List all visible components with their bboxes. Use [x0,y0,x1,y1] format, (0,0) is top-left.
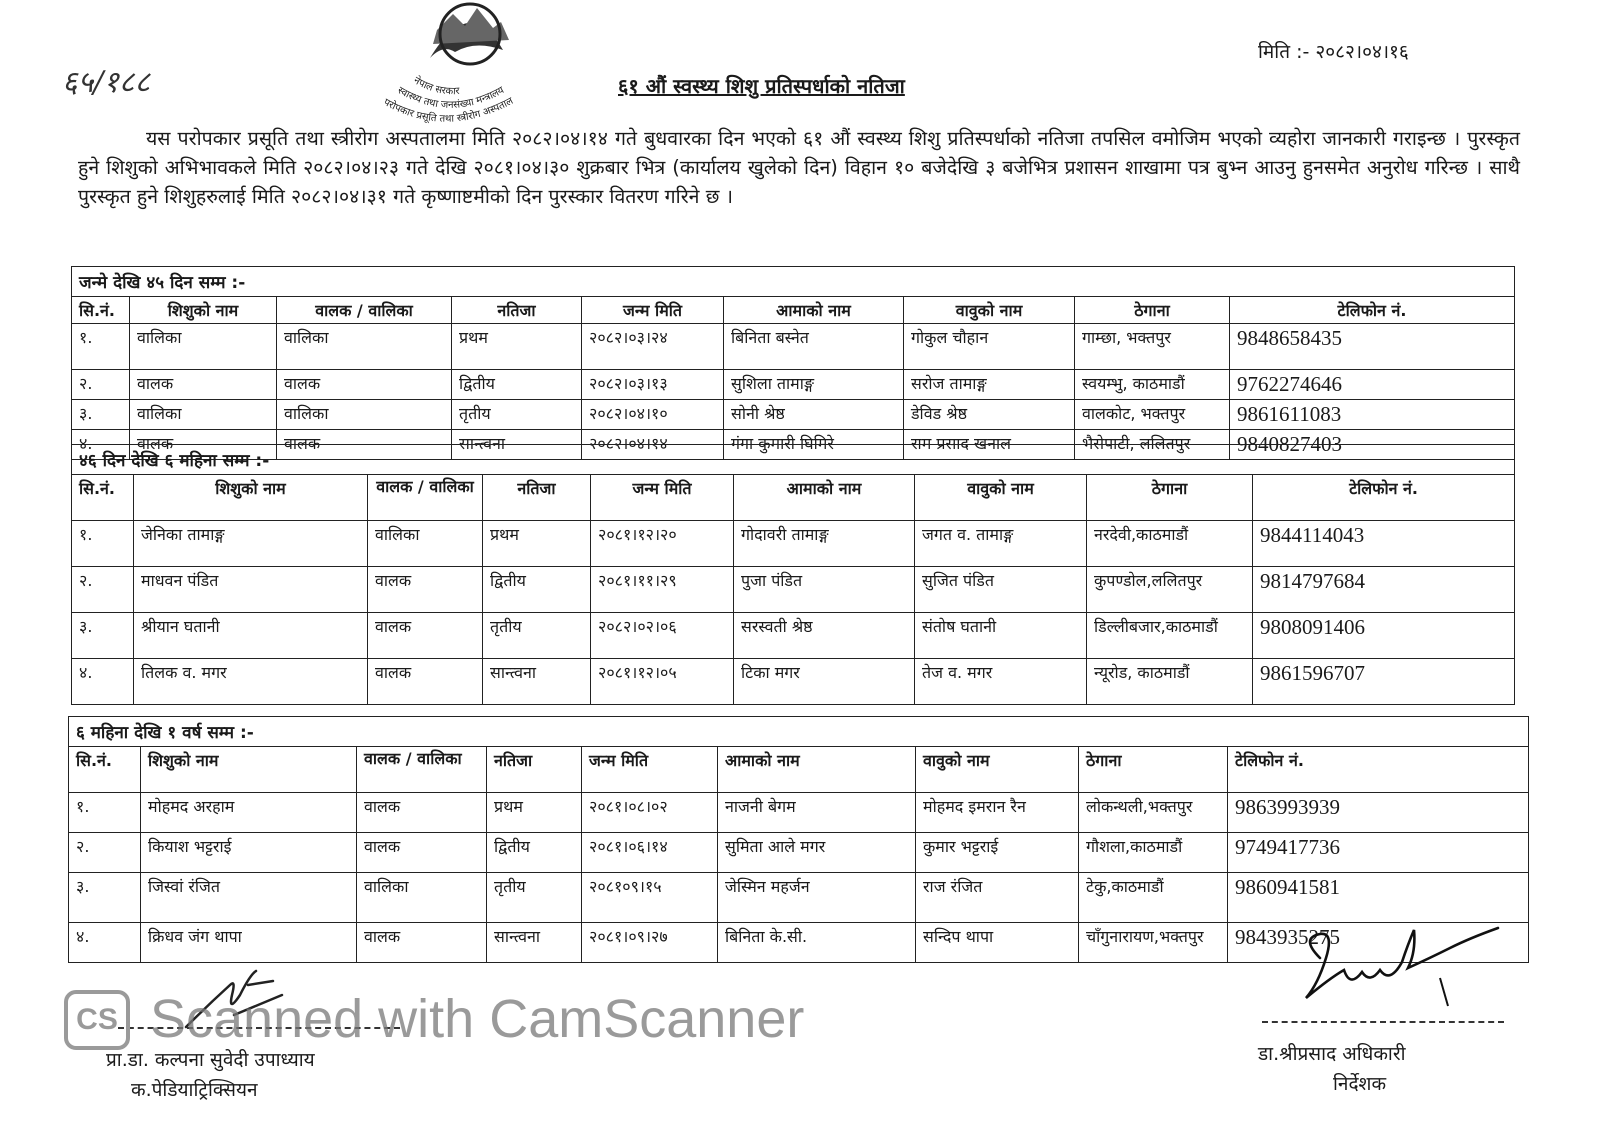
cell-sn: २. [69,833,141,873]
cell-result: तृतीय [452,400,582,430]
cell-phone: 9843935275 [1228,923,1529,963]
cell-father: डेविड श्रेष्ठ [904,400,1075,430]
cell-address: गौशला,काठमाडौं [1079,833,1228,873]
table-row [69,833,1529,873]
header-name: शिशुको नाम [141,747,357,793]
cell-father: गोकुल चौहान [904,324,1075,370]
cell-dob: २०८१।०६।१४ [582,833,718,873]
header-address: ठेगाना [1075,297,1230,324]
cell-result: प्रथम [487,793,582,833]
cell-father: मोहमद इमरान रैन [916,793,1079,833]
cell-dob: २०८१।१२।२० [591,521,734,567]
cell-result: द्वितीय [452,370,582,400]
table-row [69,873,1529,923]
header-mother: आमाको नाम [734,475,915,521]
table-header-row [72,475,1515,521]
cell-gender: वालक [368,567,483,613]
header-phone: टेलिफोन नं. [1230,297,1515,324]
right-signatory-name: डा.श्रीप्रसाद अधिकारी [1258,1043,1406,1065]
cell-sn: ३. [69,873,141,923]
cell-address: नरदेवी,काठमाडौं [1087,521,1253,567]
header-mother: आमाको नाम [724,297,904,324]
cell-dob: २०८२।०२।०६ [591,613,734,659]
table-row [72,567,1515,613]
header-phone: टेलिफोन नं. [1228,747,1529,793]
cell-result: तृतीय [487,873,582,923]
results-table-0-45-days [71,266,1515,460]
seal-text-line1: नेपाल सरकार [411,75,460,98]
cell-gender: वालिका [277,400,452,430]
cell-gender: वालिका [357,873,487,923]
cell-phone: 9863993939 [1228,793,1529,833]
cell-sn: ४. [72,430,130,460]
cell-result: प्रथम [483,521,591,567]
cell-father: जगत व. तामाङ्ग [915,521,1087,567]
cell-result: सान्त्वना [483,659,591,705]
cell-address: लोकन्थली,भक्तपुर [1079,793,1228,833]
header-father: वावुको नाम [916,747,1079,793]
cell-gender: वालिका [368,521,483,567]
cell-sn: १. [72,521,134,567]
intro-paragraph: यस परोपकार प्रसूति तथा स्त्रीरोग अस्पतालमा मिति २०८२।०४।१४ गते बुधवारका दिन भएको ६१ औं स्वस्थ्य शिशु प्रतिस्पर्धाको नतिजा तपसिल वमोजिम भएको व्यहोरा जानकारी गराइन्छ । पुरस्कृत हुने शिशुको अभिभावकले मिति २०८२।०४।२३ गते देखि २०८१।०४।३० शुक्रबार भित्र (कार्यालय खुलेको दिन) विहान १० बजेदेखि ३ बजेभित्र प्रशासन शाखामा पत्र बुभ्न आउनु हुनसमेत अनुरोध गरिन्छ । साथै पुरस्कृत हुने शिशुहरुलाई मिति २०८२।०४।३१ गते कृष्णाष्टमीको दिन पुरस्कार वितरण गरिने छ । [78,127,1520,208]
cell-mother: टिका मगर [734,659,915,705]
header-dob: जन्म मिति [582,297,724,324]
cell-address: डिल्लीबजार,काठमाडौं [1087,613,1253,659]
cell-gender: वालक [357,793,487,833]
cell-address: गाम्छा, भक्तपुर [1075,324,1230,370]
cell-gender: वालक [357,833,487,873]
cell-phone: 9860941581 [1228,873,1529,923]
cell-result: सान्त्वना [487,923,582,963]
right-handwritten-signature [1290,918,1500,1018]
header-father: वावुको नाम [904,297,1075,324]
cell-sn: १. [69,793,141,833]
scanner-watermark-text: Scanned with CamScanner [150,989,805,1049]
header-dob: जन्म मिति [591,475,734,521]
header-result: नतिजा [483,475,591,521]
cell-gender: वालक [277,370,452,400]
cell-gender: वालक [368,659,483,705]
table-row [72,659,1515,705]
cell-father: राम प्रसाद खनाल [904,430,1075,460]
cell-name: श्रीयान घतानी [134,613,368,659]
table-row [69,793,1529,833]
table-header-row [72,297,1515,324]
header-result: नतिजा [452,297,582,324]
cell-name: क्रिधव जंग थापा [141,923,357,963]
cell-gender: वालक [277,430,452,460]
cell-sn: ३. [72,613,134,659]
cell-name: वालिका [130,324,277,370]
cell-dob: २०८२।०४।१४ [582,430,724,460]
seal-text-line3: परोपकार प्रसूति तथा स्त्रीरोग अस्पताल [381,95,516,125]
table-row [72,613,1515,659]
cell-sn: ३. [72,400,130,430]
table-row [72,370,1515,400]
cell-name: जिस्वां रंजित [141,873,357,923]
document-title: ६१ औं स्वस्थ्य शिशु प्रतिस्पर्धाको नतिजा [618,74,905,98]
header-gender: वालक / वालिका [357,747,487,793]
cell-mother: सरस्वती श्रेष्ठ [734,613,915,659]
cell-address: भैसेपाटी, ललितपुर [1075,430,1230,460]
cell-phone: 9844114043 [1253,521,1515,567]
results-table-46-days-6-months [71,444,1515,705]
header-father: वावुको नाम [915,475,1087,521]
cell-result: प्रथम [452,324,582,370]
header-address: ठेगाना [1087,475,1253,521]
cell-name: वालक [130,370,277,400]
cell-sn: ४. [69,923,141,963]
cell-phone: 9848658435 [1230,324,1515,370]
header-sn: सि.नं. [72,297,130,324]
cell-dob: २०८१।०९।२७ [582,923,718,963]
table-row [72,400,1515,430]
cell-name: वालिका [130,400,277,430]
cell-phone: 9840827403 [1230,430,1515,460]
cell-mother: सुमिता आले मगर [718,833,916,873]
cell-mother: गोदावरी तामाङ्ग [734,521,915,567]
camscanner-logo-icon: CS [64,990,130,1050]
cell-address: चाँगुनारायण,भक्तपुर [1079,923,1228,963]
cell-dob: २०८२।०३।१३ [582,370,724,400]
right-signatory-title: निर्देशक [1333,1073,1387,1095]
cell-father: राज रंजित [916,873,1079,923]
cell-name: माधवन पंडित [134,567,368,613]
cell-phone: 9808091406 [1253,613,1515,659]
seal-text-line2: स्वास्थ्य तथा जनसंख्या मन्त्रालय [395,84,507,111]
cell-result: सान्त्वना [452,430,582,460]
cell-dob: २०८१।११।२९ [591,567,734,613]
cell-name: जेनिका तामाङ्ग [134,521,368,567]
cell-address: स्वयम्भु, काठमाडौं [1075,370,1230,400]
header-name: शिशुको नाम [130,297,277,324]
cell-dob: २०८२।०३।२४ [582,324,724,370]
cell-phone: 9762274646 [1230,370,1515,400]
table-row [72,521,1515,567]
cell-name: तिलक व. मगर [134,659,368,705]
cell-sn: २. [72,370,130,400]
handwritten-reference-number: ६५/१८८ [62,65,151,100]
cell-phone: 9814797684 [1253,567,1515,613]
cell-address: वालकोट, भक्तपुर [1075,400,1230,430]
cell-phone: 9749417736 [1228,833,1529,873]
cell-name: मोहमद अरहाम [141,793,357,833]
section-title: ४६ दिन देखि ६ महिना सम्म :- [72,445,1515,475]
cell-mother: पुजा पंडित [734,567,915,613]
cell-gender: वालिका [277,324,452,370]
header-phone: टेलिफोन नं. [1253,475,1515,521]
header-sn: सि.नं. [69,747,141,793]
cell-address: न्यूरोड, काठमाडौं [1087,659,1253,705]
cell-result: द्वितीय [487,833,582,873]
cell-father: सरोज तामाङ्ग [904,370,1075,400]
cell-mother: बिनिता बस्नेत [724,324,904,370]
cell-father: सन्दिप थापा [916,923,1079,963]
left-signatory-title: क.पेडियाट्रिक्सियन [131,1079,258,1101]
cell-mother: सोनी श्रेष्ठ [724,400,904,430]
header-mother: आमाको नाम [718,747,916,793]
header-dob: जन्म मिति [582,747,718,793]
cell-father: संतोष घतानी [915,613,1087,659]
cell-dob: २०८१०९।१५ [582,873,718,923]
cell-address: टेकु,काठमाडौं [1079,873,1228,923]
cell-dob: २०८२।०४।१० [582,400,724,430]
cell-sn: ४. [72,659,134,705]
government-seal-logo [375,0,565,140]
cell-sn: २. [72,567,134,613]
header-gender: वालक / वालिका [277,297,452,324]
table-row [72,324,1515,370]
cell-mother: नाजनी बेगम [718,793,916,833]
cell-result: तृतीय [483,613,591,659]
cell-father: कुमार भट्टराई [916,833,1079,873]
cell-result: द्वितीय [483,567,591,613]
cell-father: तेज व. मगर [915,659,1087,705]
cell-gender: वालक [368,613,483,659]
header-sn: सि.नं. [72,475,134,521]
left-signatory-name: प्रा.डा. कल्पना सुवेदी उपाध्याय [106,1049,315,1071]
cell-gender: वालक [357,923,487,963]
cell-name: वालक [130,430,277,460]
cell-sn: १. [72,324,130,370]
cell-phone: 9861611083 [1230,400,1515,430]
cell-phone: 9861596707 [1253,659,1515,705]
header-result: नतिजा [487,747,582,793]
svg-text:नेपाल सरकार [412,74,461,97]
cell-name: कियाश भट्टराई [141,833,357,873]
section-title: ६ महिना देखि १ वर्ष सम्म :- [69,717,1529,747]
section-title: जन्मे देखि ४५ दिन सम्म :- [72,267,1515,297]
document-date: मिति :- २०८२।०४।१६ [1258,41,1409,63]
right-signature-line [1262,1021,1504,1023]
cell-address: कुपण्डोल,ललितपुर [1087,567,1253,613]
cell-dob: २०८१।०८।०२ [582,793,718,833]
cell-mother: जेस्मिन महर्जन [718,873,916,923]
table-header-row [69,747,1529,793]
header-name: शिशुको नाम [134,475,368,521]
header-address: ठेगाना [1079,747,1228,793]
cell-mother: सुशिला तामाङ्ग [724,370,904,400]
cell-mother: बिनिता के.सी. [718,923,916,963]
cell-dob: २०८१।१२।०५ [591,659,734,705]
cell-mother: गंगा कुमारी घिमिरे [724,430,904,460]
cell-father: सुजित पंडित [915,567,1087,613]
header-gender: वालक / वालिका [368,475,483,521]
